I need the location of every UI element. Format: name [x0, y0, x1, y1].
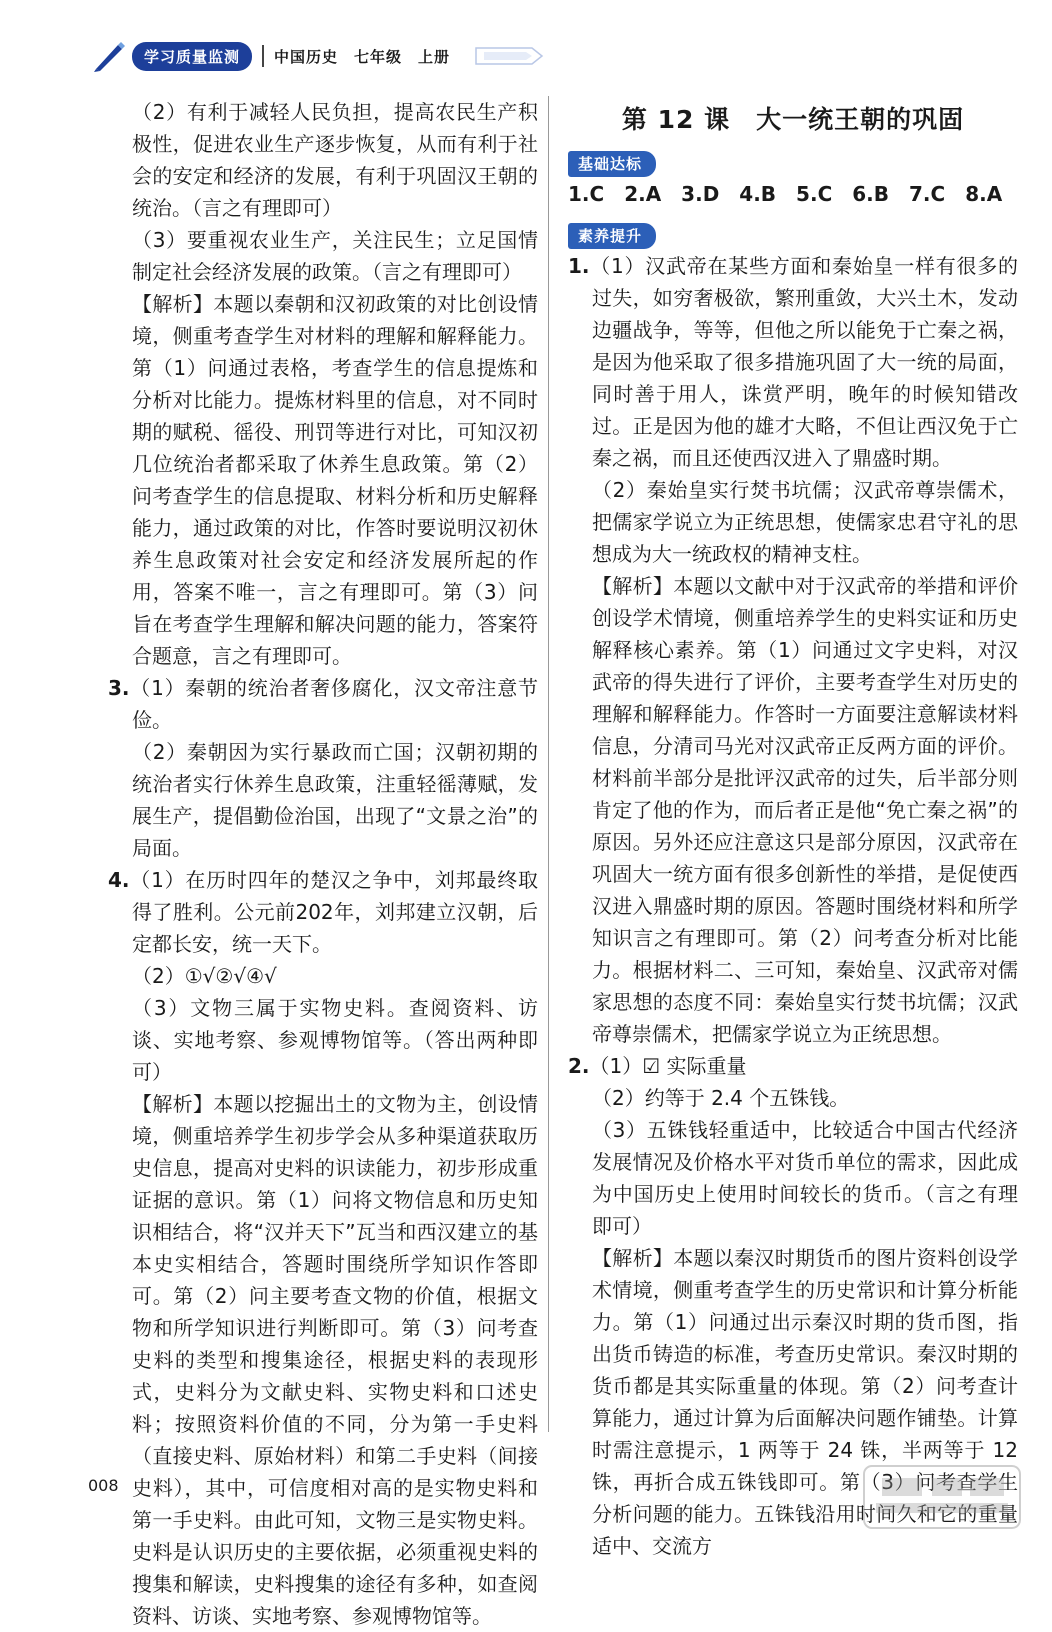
section-badge-advanced: 素养提升 — [568, 223, 656, 249]
answer-paragraph — [108, 960, 538, 992]
answer-paragraph — [568, 570, 1018, 1050]
answer-paragraph — [108, 96, 538, 224]
answer-paragraph — [108, 224, 538, 288]
answer-text: （3）文物三属于实物史料。查阅资料、访谈、实地考察、参观博物馆等。（答出两种即可） — [132, 996, 538, 1084]
answer-paragraph — [568, 1050, 1018, 1082]
answer-text: 【解析】本题以秦朝和汉初政策的对比创设情境，侧重考查学生对材料的理解和解释能力。第（1）问通过表格，考查学生的信息提炼和分析对比能力。提炼材料里的信息，对不同时期的赋税、徭役、刑罚等进行对比，可知汉初几位统治者都采取了休养生息政策。第（2）问考查学生的信息提取、材料分析和历史解释能力，通过政策的对比，作答时要说明汉初休养生息政策对社会安定和经济发展所起的作用，答案不唯一，言之有理即可。第（3）问旨在考查学生理解和解决问题的能力，答案符合题意，言之有理即可。 — [132, 292, 538, 668]
page-number: 008 — [88, 1476, 119, 1495]
answer-paragraph — [108, 992, 538, 1088]
column-divider — [548, 96, 549, 1432]
answer-text: （2）有利于减轻人民负担，提高农民生产积极性，促进农业生产逐步恢复，从而有利于社会的安定和经济的发展，有利于巩固汉王朝的统治。（言之有理即可） — [132, 100, 538, 220]
question-number: 3. — [108, 676, 130, 700]
right-column — [568, 96, 1018, 1562]
arrow-decoration-icon — [474, 44, 544, 68]
answer-paragraph — [568, 1114, 1018, 1242]
answer-text: （1）☑ 实际重量 — [589, 1054, 747, 1078]
left-column — [108, 96, 538, 1632]
series-brand: 学习质量监测 — [132, 42, 252, 71]
answer-text: （2）秦始皇实行焚书坑儒；汉武帝尊崇儒术，把儒家学说立为正统思想，使儒家忠君守礼的思想成为大一统政权的精神支柱。 — [592, 478, 1018, 566]
answer-paragraph — [568, 1082, 1018, 1114]
answer-paragraph — [108, 672, 538, 736]
answer-paragraph — [108, 864, 538, 960]
book-title: 中国历史 七年级 上册 — [274, 47, 451, 66]
question-number: 4. — [108, 868, 130, 892]
answer-text: 【解析】本题以挖掘出土的文物为主，创设情境，侧重培养学生初步学会从多种渠道获取历史信息，提高对史料的识读能力，初步形成重证据的意识。第（1）问将文物信息和历史知识相结合，将“汉并天下”瓦当和西汉建立的基本史实相结合，答题时围绕所学知识作答即可。第（2）问主要考查文物的价值，根据文物和所学知识进行判断即可。第（3）问考查史料的类型和搜集途径，根据史料的表现形式，史料分为文献史料、实物史料和口述史料；按照资料价值的不同，分为第一手史料（直接史料、原始材料）和第二手史料（间接史料），其中，可信度相对高的是实物史料和第一手史料。由此可知，文物三是实物史料。史料是认识历史的主要依据，必须重视史料的搜集和解读，史料搜集的途径有多种，如查阅资料、访谈、实地考察、参观博物馆等。 — [132, 1092, 538, 1628]
answer-text: （2）①√②√④√ — [132, 964, 277, 988]
answer-text: （2）约等于 2.4 个五铢钱。 — [592, 1086, 850, 1110]
answer-text: 【解析】本题以秦汉时期货币的图片资料创设学术情境，侧重考查学生的历史常识和计算分析能力。第（1）问通过出示秦汉时期的货币图，指出货币铸造的标准，考查历史常识。秦汉时期的货币都是其实际重量的体现。第（2）问考查计算能力，通过计算为后面解决问题作铺垫。计算时需注意提示，1 两等于 24 铢，半两等于 12 铢，再折合成五铢钱即可。第（3）问考查学生分析问题的能力。五铢钱沿用时间久和它的重量适中、交流方 — [592, 1246, 1018, 1558]
answer-paragraph — [568, 250, 1018, 474]
choice-answers: 1.C 2.A 3.D 4.B 5.C 6.B 7.C 8.A — [568, 182, 1003, 206]
answer-paragraph — [108, 1088, 538, 1632]
answer-text: （3）五铢钱轻重适中，比较适合中国古代经济发展情况及价格水平对货币单位的需求，因此成为中国历史上使用时间较长的货币。（言之有理即可） — [592, 1118, 1018, 1238]
question-number: 1. — [568, 254, 590, 278]
answer-paragraph — [108, 288, 538, 672]
answer-paragraph — [568, 474, 1018, 570]
question-number: 2. — [568, 1054, 590, 1078]
right-answer-list — [568, 250, 1018, 1562]
answer-text: （2）秦朝因为实行暴政而亡国；汉朝初期的统治者实行休养生息政策，注重轻徭薄赋，发展生产，提倡勤俭治国，出现了“文景之治”的局面。 — [132, 740, 538, 860]
section-badge-basic: 基础达标 — [568, 151, 656, 177]
lesson-title: 第 12 课 大一统王朝的巩固 — [621, 105, 965, 134]
answer-text: （1）秦朝的统治者奢侈腐化，汉文帝注意节俭。 — [129, 676, 538, 732]
answer-text: （1）汉武帝在某些方面和秦始皇一样有很多的过失，如穷奢极欲，繁刑重敛，大兴土木，发动边疆战争，等等，但他之所以能免于亡秦之祸，是因为他采取了很多措施巩固了大一统的局面，同时善于用人，诛赏严明，晚年的时候知错改过。正是因为他的雄才大略，不但让西汉免于亡秦之祸，而且还使西汉进入了鼎盛时期。 — [589, 254, 1018, 470]
watermark-logo — [862, 1464, 1022, 1530]
answer-paragraph — [108, 736, 538, 864]
answer-text: （1）在历时四年的楚汉之争中，刘邦最终取得了胜利。公元前202年，刘邦建立汉朝，后定都长安，统一天下。 — [129, 868, 538, 956]
header-separator — [262, 45, 264, 67]
answer-text: 【解析】本题以文献中对于汉武帝的举措和评价创设学术情境，侧重培养学生的史料实证和历史解释核心素养。第（1）问通过文字史料，对汉武帝的得失进行了评价，主要考查学生对历史的理解和解释能力。作答时一方面要注意解读材料信息，分清司马光对汉武帝正反两方面的评价。材料前半部分是批评汉武帝的过失，后半部分则肯定了他的作为，而后者正是他“免亡秦之祸”的原因。另外还应注意这只是部分原因，汉武帝在巩固大一统方面有很多创新性的举措，是促使西汉进入鼎盛时期的原因。答题时围绕材料和所学知识言之有理即可。第（2）问考查分析对比能力。根据材料二、三可知，秦始皇、汉武帝对儒家思想的态度不同：秦始皇实行焚书坑儒；汉武帝尊崇儒术，把儒家学说立为正统思想。 — [592, 574, 1018, 1046]
page-header — [92, 36, 544, 76]
pen-icon — [92, 39, 126, 73]
answer-text: （3）要重视农业生产，关注民生；立足国情制定社会经济发展的政策。（言之有理即可） — [132, 228, 538, 284]
